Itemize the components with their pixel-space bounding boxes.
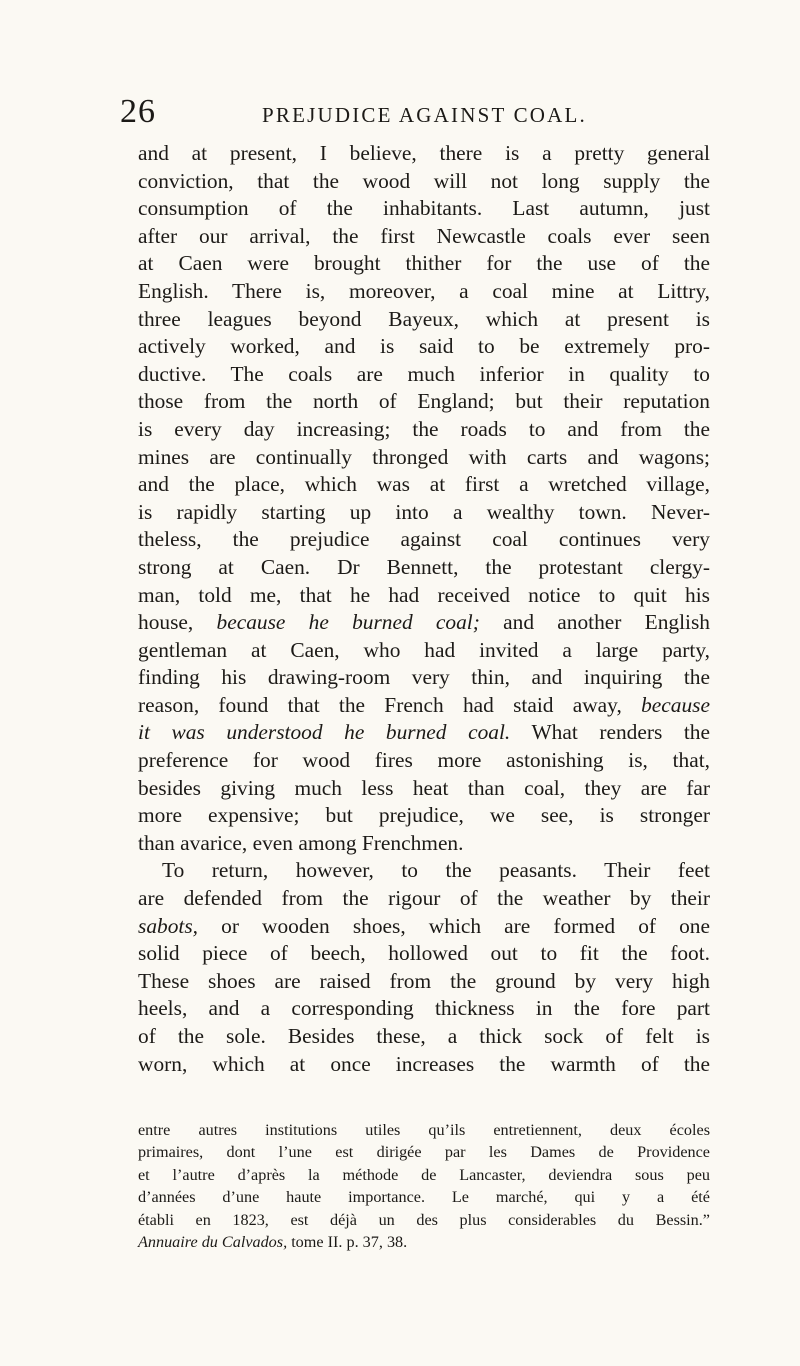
footnote-line: entre autres institutions utiles qu’ils entretiennent, deux écoles [138, 1121, 710, 1139]
text-line: of the sole. Besides these, a thick sock of felt is [138, 1024, 710, 1048]
text-line: strong at Caen. Dr Bennett, the protestant clergy- [138, 554, 710, 579]
text-line: those from the north of England; but their reputation [138, 389, 710, 414]
text-segment: and another English [503, 610, 710, 635]
text-line: are defended from the rigour of the weather by their [138, 886, 710, 911]
italic-phrase: because he burned coal; [216, 610, 480, 635]
text-line: than avarice, even among Frenchmen. [138, 830, 464, 855]
text-line [138, 719, 710, 747]
text-line: ductive. The coals are much inferior in quality to [138, 361, 710, 386]
text-line: theless, the prejudice against coal continues very [138, 527, 710, 552]
text-line [138, 692, 710, 720]
text-line: solid piece of beech, hollowed out to fit the foot. [138, 941, 710, 966]
text-line: preference for wood fires more astonishing is, that, [138, 748, 710, 773]
footnote-line [138, 1231, 710, 1253]
italic-phrase: it was understood he burned coal. [138, 720, 511, 745]
text-segment: or wooden shoes, which are formed of one [221, 913, 710, 938]
page-number: 26 [120, 93, 156, 130]
text-line: actively worked, and is said to be extremely pro- [138, 334, 710, 359]
footnote-line: et l’autre d’après la méthode de Lancaster, deviendra sous peu [138, 1165, 710, 1184]
text-line [138, 913, 710, 941]
text-line: To return, however, to the peasants. Their feet [162, 858, 710, 883]
text-segment: What renders the [531, 720, 710, 745]
text-line: gentleman at Caen, who had invited a large party, [138, 637, 710, 662]
text-line: consumption of the inhabitants. Last autumn, just [138, 196, 710, 221]
text-line: English. There is, moreover, a coal mine at Littry, [138, 278, 710, 303]
text-line: and the place, which was at first a wretched village, [138, 472, 710, 497]
body-text [138, 140, 710, 1078]
running-head: PREJUDICE AGAINST COAL. [262, 103, 587, 127]
footnote-line: primaires, dont l’une est dirigée par les Dames de Providence [138, 1143, 710, 1162]
text-line: mines are continually thronged with carts and wagons; [138, 444, 710, 469]
text-line: after our arrival, the first Newcastle coals ever seen [138, 223, 710, 248]
text-line: is rapidly starting up into a wealthy town. Never- [138, 499, 710, 524]
footnote [138, 1119, 710, 1253]
italic-phrase: sabots, [138, 913, 199, 938]
footnote-line: d’années d’une haute importance. Le marché, qui y a été [138, 1188, 710, 1207]
text-segment: reason, found that the French had staid away, [138, 692, 622, 717]
text-line: three leagues beyond Bayeux, which at present is [138, 306, 710, 331]
text-line: These shoes are raised from the ground by very high [138, 968, 710, 993]
text-line: man, told me, that he had received notice to quit his [138, 582, 710, 607]
text-segment: tome II. p. 37, 38. [291, 1232, 408, 1251]
text-line: at Caen were brought thither for the use of the [138, 251, 710, 276]
italic-phrase: because [641, 692, 710, 717]
text-line: conviction, that the wood will not long supply the [138, 168, 710, 193]
page-header [0, 92, 800, 132]
text-line: heels, and a corresponding thickness in the fore part [138, 996, 710, 1021]
footnote-citation: Annuaire du Calvados, [138, 1232, 288, 1251]
text-line: worn, which at once increases the warmth of the [138, 1051, 710, 1076]
text-line: finding his drawing-room very thin, and inquiring the [138, 665, 710, 690]
text-line [138, 609, 710, 637]
text-line: more expensive; but prejudice, we see, is stronger [138, 803, 710, 828]
footnote-line: établi en 1823, est déjà un des plus considerables du Bessin.” [138, 1210, 710, 1229]
text-segment: house, [138, 610, 194, 635]
text-line: is every day increasing; the roads to and from the [138, 416, 710, 441]
text-line: besides giving much less heat than coal, they are far [138, 775, 710, 800]
text-line: and at present, I believe, there is a pretty general [138, 141, 710, 165]
